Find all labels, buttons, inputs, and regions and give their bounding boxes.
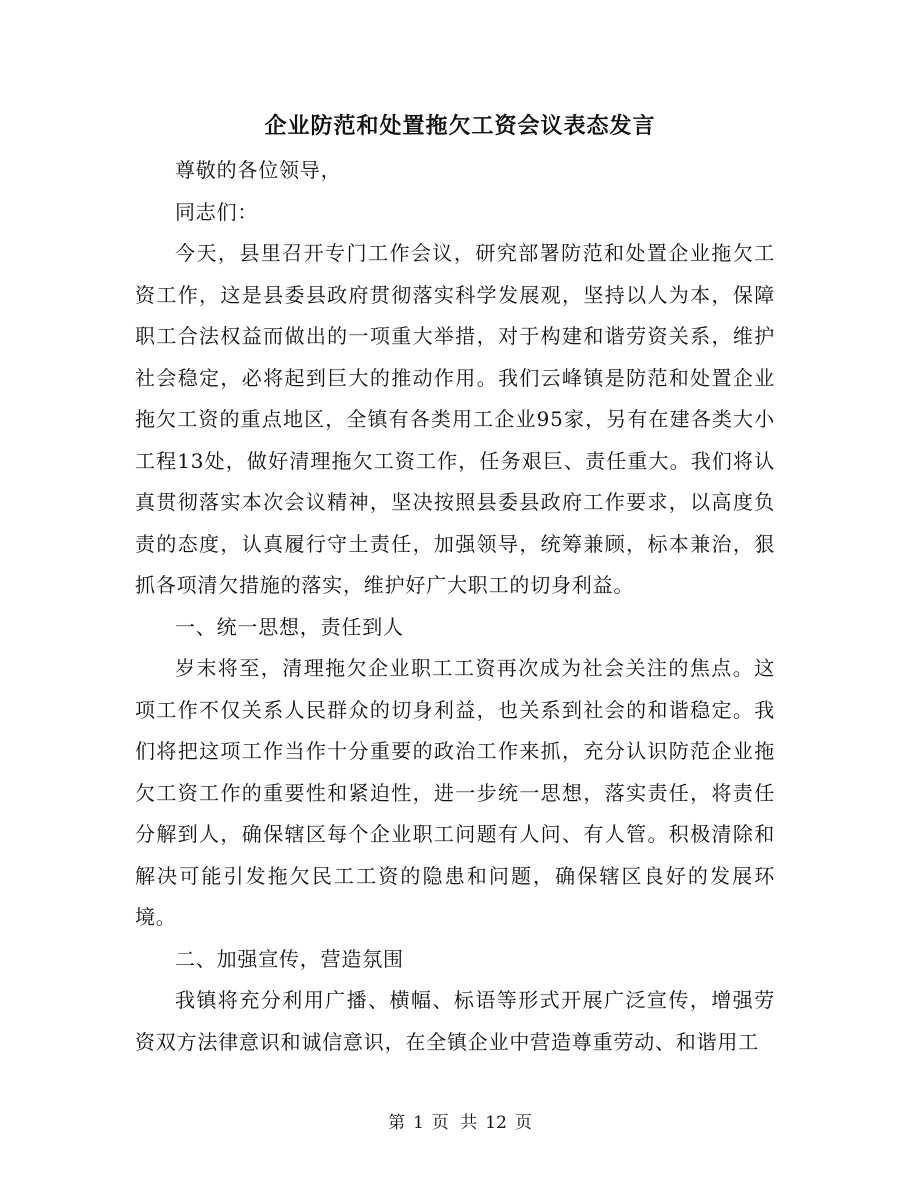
- footer-page-number: 1: [413, 1113, 424, 1133]
- footer-middle: 页 共: [431, 1113, 478, 1133]
- footer-suffix: 页: [514, 1113, 532, 1133]
- footer-total-pages: 12: [485, 1113, 507, 1133]
- section-heading-2: 二、加强宣传，营造氛围: [175, 946, 404, 971]
- document-title: 企业防范和处置拖欠工资会议表态发言: [264, 113, 656, 139]
- page-footer: [0, 1110, 920, 1136]
- document-body: [135, 150, 775, 1063]
- salutation-leaders: 尊敬的各位领导，: [175, 158, 342, 182]
- section-1-paragraph: 岁末将至，清理拖欠企业职工工资再次成为社会关注的焦点。这项工作不仅关系人民群众的切身利益，也关系到社会的和谐稳定。我们将把这项工作当作十分重要的政治工作来抓，充分认识防范企业拖欠工资工作的重要性和紧迫性，进一步统一思想，落实责任，将责任分解到人，确保辖区每个企业职工问题有人问、有人管。积极清除和解决可能引发拖欠民工工资的隐患和问题，确保辖区良好的发展环境。: [135, 656, 775, 929]
- intro-paragraph: 今天，县里召开专门工作会议，研究部署防范和处置企业拖欠工资工作，这是县委县政府贯彻落实科学发展观，坚持以人为本，保障职工合法权益而做出的一项重大举措，对于构建和谐劳资关系，维护社会稳定，必将起到巨大的推动作用。我们云峰镇是防范和处置企业拖欠工资的重点地区，全镇有各类用工企业95家，另有在建各类大小工程13处，做好清理拖欠工资工作，任务艰巨、责任重大。我们将认真贯彻落实本次会议精神，坚决按照县委县政府工作要求，以高度负责的态度，认真履行守土责任，加强领导，统筹兼顾，标本兼治，狠抓各项清欠措施的落实，维护好广大职工的切身利益。: [135, 241, 775, 597]
- salutation-comrades: 同志们：: [175, 199, 259, 224]
- section-2-paragraph: 我镇将充分利用广播、横幅、标语等形式开展广泛宣传，增强劳资双方法律意识和诚信意识，在全镇企业中营造尊重劳动、和谐用工: [135, 988, 775, 1054]
- section-heading-1: 一、统一思想，责任到人: [175, 614, 404, 639]
- footer-prefix: 第: [388, 1113, 406, 1133]
